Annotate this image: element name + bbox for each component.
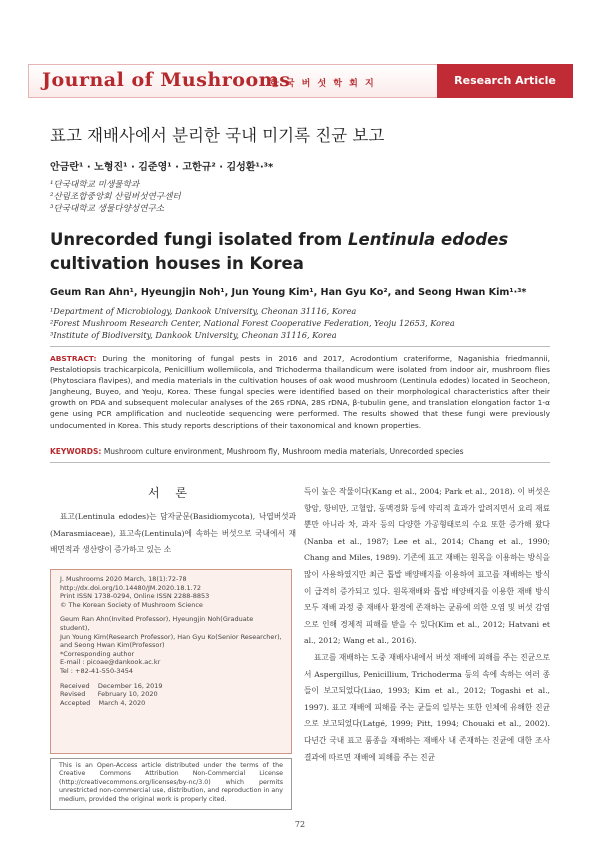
info-line: Accepted March 4, 2020: [60, 698, 146, 707]
left-column-text: 표고(Lentinula edodes)는 담자균문(Basidiomycota), 낙엽버섯과(Marasmiaceae), 표고속(Lentinula)에 속하는 버섯으로 국내에서 재배면적과 생산량이 증가하고 있는 소: [50, 512, 296, 555]
divider: [50, 462, 550, 463]
english-title: Unrecorded fungi isolated from Lentinula edodes cultivation houses in Korea: [50, 230, 509, 273]
korean-affiliation: ³단국대학교 생물다양성연구소: [50, 204, 165, 214]
info-line: J. Mushrooms 2020 March, 18(1):72-78: [60, 575, 187, 583]
abstract: ABSTRACT: During the monitoring of fungal pests in 2016 and 2017, Acrodontium crateriforme, Naganishia friedmannii, Pestalotiopsis trachicarpicola, Penicillium wollemiicola, and Trichoderma thailandicum were isolated from indoor air, mushroom flies (Phytosciara flavipes), and media materials in the cultivation houses of oak wood mushroom (Lentinula edodes) located in Seocheon, Jangheung, Buyeo, and Yeoju, Korea. These fungal species were identified based on their morphological characteristics after their growth on PDA and subsequent molecular analyses of the 26S rDNA, 28S rDNA, β-tubulin gene, and translation elongation factor 1-α gene using PCR amplification and nucleotide sequencing were performed. The results showed that these fungi were previously undocumented in Korea. This study reports descriptions of their taxonomical and known properties.: [50, 354, 550, 430]
article-info-box: [50, 569, 292, 754]
english-affiliation: ²Forest Mushroom Research Center, National Forest Cooperative Federation, Yeoju 12653, Korea: [50, 318, 455, 328]
divider: [50, 346, 550, 347]
english-authors: Geum Ran Ahn¹, Hyeungjin Noh¹, Jun Young Kim¹, Han Gyu Ko², and Seong Hwan Kim¹·³*: [50, 287, 527, 298]
doi-link[interactable]: http://dx.doi.org/10.14480/JM.2020.18.1.72: [60, 583, 201, 592]
korean-title: 표고 재배사에서 분리한 국내 미기록 진균 보고: [50, 126, 385, 145]
info-line: Geum Ran Ahn(Invited Professor), Hyeungjin Noh(Graduate student),: [60, 615, 254, 632]
license-box: This is an Open-Access article distributed under the terms of the Creative Commons Attribution Non-Commercial License (http://creativecommons.org/licenses/by-nc/3.0) which permits unrestricted non-commercial use, distribution, and reproduction in any medium, provided the original work is properly cited.: [50, 758, 292, 810]
journal-korean-name: 한 국 버 섯 학 회 지: [270, 79, 376, 89]
paragraph: 득이 높은 작물이다(Kang et al., 2004; Park et al., 2018). 이 버섯은 향암, 항비만, 고혈압, 동맥경화 등에 약리적 효과가 알려지면서 요리 재료뿐만 아니라 차, 과자 등의 다양한 가공형태로의 수요 또한 증가해 왔다(Nanba et al., 1987; Lee et al., 2014; Chang et al., 1990; Chang and Miles, 1989). 기존에 표고 재배는 원목을 이용하는 방식을 많이 사용하였지만 최근 톱밥 배양배지를 이용하여 표고를 재배하는 방식이 급격히 증가되고 있다. 원목재배와 톱밥 배양배지를 이용한 재배 방식 모두 재배 과정 중 재배사 환경에 존재하는 균류에 의한 오염 및 버섯 감염으로 인해 경제적 피해를 받을 수 있다(Kim et al., 2012; Hatvani et al., 2012; Wang et al., 2016).: [304, 487, 550, 646]
page-number: 72: [294, 820, 306, 829]
right-column-text: [304, 484, 550, 766]
info-line: Print ISSN 1738-0294, Online ISSN 2288-8853: [60, 592, 210, 601]
info-line: *Corresponding author: [60, 649, 135, 658]
email-line[interactable]: E-mail : picoae@dankook.ac.kr: [60, 658, 161, 667]
info-line: Received December 16, 2019: [60, 681, 163, 690]
journal-title: Journal of Mushrooms: [42, 69, 291, 91]
english-affiliation: ¹Department of Microbiology, Dankook University, Cheonan 31116, Korea: [50, 306, 357, 316]
info-line: Revised February 10, 2020: [60, 690, 158, 699]
keywords: KEYWORDS: Mushroom culture environment, Mushroom fly, Mushroom media materials, Unrecorded species: [50, 447, 464, 456]
korean-affiliation: ²산림조합중앙회 산림버섯연구센터: [50, 192, 181, 202]
section-title: 서 론: [148, 486, 193, 500]
info-line: © The Korean Society of Mushroom Science: [60, 600, 203, 609]
korean-affiliation: ¹단국대학교 미생물학과: [50, 180, 140, 190]
korean-authors: 안금란¹ · 노형진¹ · 김준영¹ · 고한규² · 김성환¹·³*: [50, 162, 274, 173]
info-line: Tel : +82-41-550-3454: [60, 666, 133, 675]
article-type-badge: Research Article: [437, 64, 573, 98]
paragraph: 표고를 재배하는 도중 재배사내에서 버섯 재배에 피해를 주는 진균으로서 Aspergillus, Penicillium, Trichoderma 등의 속에 속하는 여러 종들이 보고되었다(Liao, 1993; Kim et al., 2012; Togashi et al., 1997). 표고 재배에 피해를 주는 균들의 일부는 또한 인체에 유해한 진균으로 보고되었다(Latgé, 1999; Pitt, 1994; Chouaki et al., 2002). 다년간 국내 표고 품종을 재배하는 재배사 내 존재하는 진균에 대한 조사 결과에 따르면 재배에 피해를 주는 진균: [304, 652, 550, 762]
english-affiliation: ³Institute of Biodiversity, Dankook University, Cheonan 31116, Korea: [50, 330, 337, 340]
info-line: Jun Young Kim(Research Professor), Han Gyu Ko(Senior Researcher),: [60, 632, 282, 641]
info-line: and Seong Hwan Kim(Professor): [60, 641, 165, 650]
